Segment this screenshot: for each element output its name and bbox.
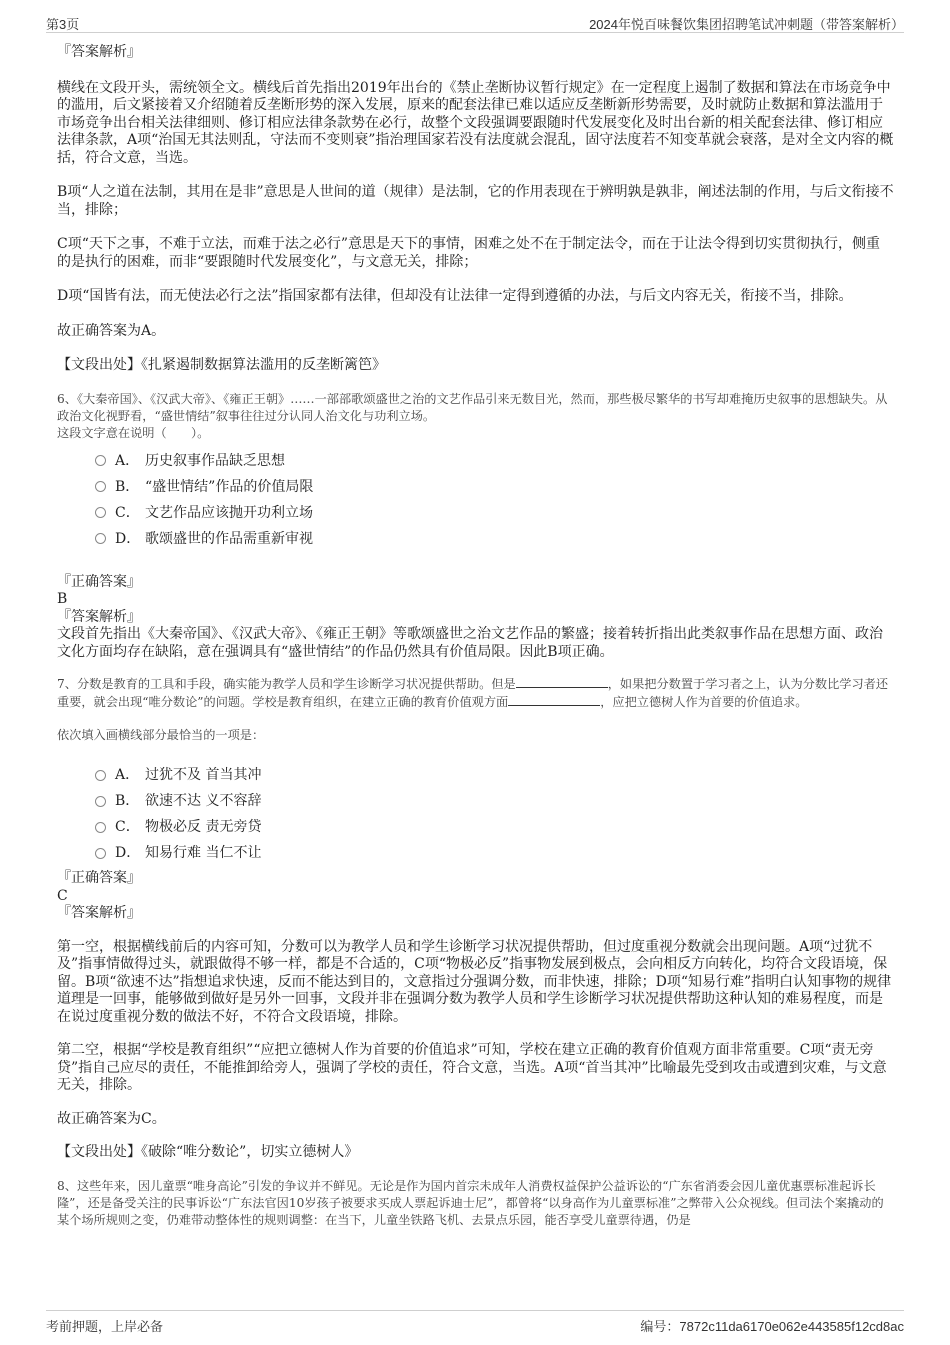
fill-blank-2[interactable]: [508, 693, 600, 706]
q7-answer: C: [57, 887, 68, 904]
q5-conclusion: 故正确答案为A。: [57, 322, 166, 339]
q6-option-d[interactable]: D． 歌颂盛世的作品需重新审视: [95, 526, 894, 552]
q7-option-a[interactable]: A． 过犹不及 首当其冲: [95, 762, 894, 788]
radio-icon[interactable]: [95, 481, 106, 492]
q7-source: 【文段出处】《破除“唯分数论”，切实立德树人》: [57, 1144, 359, 1160]
document-code: 编号：7872c11da6170e062e443585f12cd8ac: [640, 1319, 904, 1334]
q5-analysis-para-4: D项“国皆有法，而无使法必行之法”指国家都有法律，但却没有让法律一定得到遵循的办法，与后文内容无关，衔接不当，排除。: [57, 288, 853, 304]
q6-option-c[interactable]: C． 文艺作品应该抛开功利立场: [95, 500, 894, 526]
q5-analysis-label: 『答案解析』: [57, 44, 141, 60]
document-title: 2024年悦百味餐饮集团招聘笔试冲刺题（带答案解析）: [589, 17, 904, 32]
radio-icon[interactable]: [95, 770, 106, 781]
main-content: [57, 44, 894, 1229]
fill-blank-1[interactable]: [516, 675, 608, 688]
q5-source: 【文段出处】《扎紧遏制数据算法滥用的反垄断篱笆》: [57, 357, 386, 373]
q7-stem: 7、分数是教育的工具和手段，确实能为教学人员和学生诊断学习状况提供帮助。但是 ，如果把分数置于学习者之上，认为分数比学习者还重要，就会出现“唯分数论”的问题。学校是教育组织，在建立正确的教育价值观方面 ，应把立德树人作为首要的价值追求。: [57, 677, 889, 709]
q6-answer: B: [57, 591, 68, 607]
footer-slogan: 考前押题，上岸必备: [46, 1319, 164, 1334]
q7-answer-label: 『正确答案』: [57, 870, 141, 886]
q8-stem: 8、这些年来，因儿童票“唯身高论”引发的争议并不鲜见。无论是作为国内首宗未成年人消费权益保护公益诉讼的“广东省消委会因儿童优惠票标准起诉长隆”，还是备受关注的民事诉讼“广东法官因10岁孩子被要求买成人票起诉迪士尼”，都曾将“以身高作为儿童票标准”之弊带入公众视线。但司法个案撬动的某个场所规则之变，仍难带动整体性的规则调整：在当下，儿童坐铁路飞机、去景点乐园，能否享受儿童票待遇，仍是: [57, 1178, 884, 1227]
q7-analysis-label: 『答案解析』: [57, 905, 141, 921]
q6-analysis-label: 『答案解析』: [57, 608, 141, 625]
q7-option-b[interactable]: B． 欲速不达 义不容辞: [95, 788, 894, 814]
radio-icon[interactable]: [95, 796, 106, 807]
q6-answer-label: 『正确答案』: [57, 573, 141, 590]
page-footer: [46, 1310, 904, 1335]
radio-icon[interactable]: [95, 822, 106, 833]
q7-option-c[interactable]: C． 物极必反 责无旁贷: [95, 814, 894, 840]
q7-analysis-para-1: 第一空，根据横线前后的内容可知，分数可以为教学人员和学生诊断学习状况提供帮助，但过度重视分数就会出现问题。A项“过犹不及”指事情做得过头，就跟做得不够一样，都是不合适的，C项“物极必反”指事物发展到极点，会向相反方向转化，均符合文段语境，保留。B项“欲速不达”指想追求快速，反而不能达到目的，文意指过分强调分数，而非快速，排除；D项“知易行难”指明白认知事物的规律道理是一回事，能够做到做好是另外一回事，文段并非在强调分数为教学人员和学生诊断学习状况提供帮助这种认知的难易程度，而是在说过度重视分数的做法不好，不符合文段语境，排除。: [57, 938, 892, 1025]
q5-analysis-para-3: C项“天下之事，不难于立法，而难于法之必行”意思是天下的事情，困难之处不在于制定法令，而在于让法令得到切实贯彻执行，侧重的是执行的困难，而非“要跟随时代发展变化”，与文意无关，排除；: [57, 236, 881, 270]
q6-stem: 6、《大秦帝国》、《汉武大帝》、《雍正王朝》……一部部歌颂盛世之治的文艺作品引来无数目光，然而，那些极尽繁华的书写却难掩历史叙事的思想缺失。从政治文化视野看，“盛世情结”叙事往往过分认同人治文化与功利立场。: [57, 391, 888, 423]
q6-option-b[interactable]: B． “盛世情结”作品的价值局限: [95, 474, 894, 500]
radio-icon[interactable]: [95, 848, 106, 859]
q5-analysis-para-1: 横线在文段开头，需统领全文。横线后首先指出2019年出台的《禁止垄断协议暂行规定》在一定程度上遏制了数据和算法在市场竞争中的滥用，后文紧接着又介绍随着反垄断形势的深入发展，原来的配套法律已难以适应反垄断新形势需要，及时就防止数据和算法滥用于市场竞争出台相关法律细则、修订相应法律条款势在必行，故整个文段强调要跟随时代发展变化及时出台新的相关配套法律、修订相应法律条款，A项“治国无其法则乱，守法而不变则衰”指治理国家若没有法度就会混乱，固守法度若不知变革就会衰落，是对全文内容的概括，符合文意，当选。: [57, 79, 894, 166]
q7-option-d[interactable]: D． 知易行难 当仁不让: [95, 840, 894, 866]
q7-conclusion: 故正确答案为C。: [57, 1110, 166, 1127]
q5-analysis-para-2: B项“人之道在法制，其用在是非”意思是人世间的道（规律）是法制，它的作用表现在于辨明孰是孰非，阐述法制的作用，与后文衔接不当，排除；: [57, 184, 894, 218]
radio-icon[interactable]: [95, 533, 106, 544]
radio-icon[interactable]: [95, 507, 106, 518]
page-header: [46, 10, 904, 33]
q6-option-a[interactable]: A． 历史叙事作品缺乏思想: [95, 448, 894, 474]
q6-question: 这段文字意在说明（ ）。: [57, 425, 210, 440]
q7-question: 依次填入画横线部分最恰当的一项是：: [57, 728, 265, 742]
q6-analysis: 文段首先指出《大秦帝国》、《汉武大帝》、《雍正王朝》等歌颂盛世之治文艺作品的繁盛；接着转折指出此类叙事作品在思想方面、政治文化方面均存在缺陷，意在强调具有“盛世情结”的作品仍然具有价值局限。因此B项正确。: [57, 626, 883, 660]
page-number: 第3页: [46, 17, 80, 32]
radio-icon[interactable]: [95, 455, 106, 466]
q7-analysis-para-2: 第二空，根据“学校是教育组织”“应把立德树人作为首要的价值追求”可知，学校在建立正确的教育价值观方面非常重要。C项“责无旁贷”指自己应尽的责任，不能推卸给旁人，强调了学校的责任，符合文意，当选。A项“首当其冲”比喻最先受到攻击或遭到灾难，与文意无关，排除。: [57, 1042, 887, 1093]
q7-options: [95, 762, 894, 866]
q6-options: [95, 448, 894, 552]
